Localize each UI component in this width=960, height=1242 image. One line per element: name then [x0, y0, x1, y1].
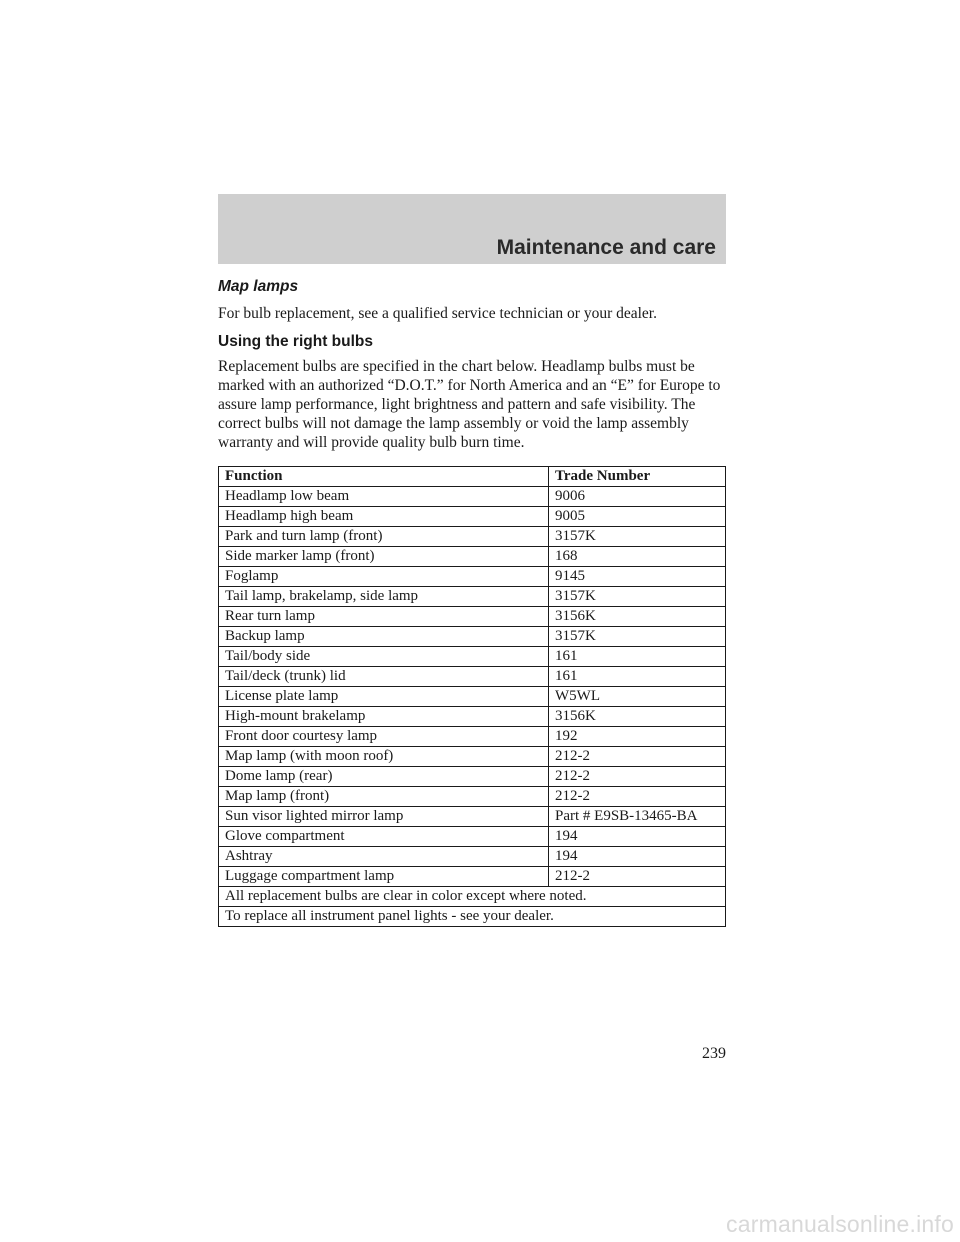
bulb-function-cell: License plate lamp	[219, 687, 549, 707]
trade-number-cell: 3157K	[549, 587, 726, 607]
page-number: 239	[702, 1045, 726, 1062]
table-row	[219, 567, 726, 587]
bulb-table	[218, 466, 726, 927]
bulb-table-body	[219, 487, 726, 927]
table-row	[219, 487, 726, 507]
watermark: carmanualsonline.info	[726, 1211, 954, 1237]
column-header-function: Function	[219, 467, 549, 487]
table-row	[219, 747, 726, 767]
table-note-cell: To replace all instrument panel lights - see your dealer.	[219, 907, 726, 927]
bulb-function-cell: Rear turn lamp	[219, 607, 549, 627]
map-lamps-text: For bulb replacement, see a qualified service technician or your dealer.	[218, 305, 657, 322]
table-row	[219, 547, 726, 567]
bulb-function-cell: Map lamp (front)	[219, 787, 549, 807]
bulb-function-cell: Side marker lamp (front)	[219, 547, 549, 567]
trade-number-cell: 3157K	[549, 627, 726, 647]
table-row	[219, 627, 726, 647]
table-row	[219, 707, 726, 727]
table-row	[219, 527, 726, 547]
section-title: Maintenance and care	[496, 236, 716, 259]
bulb-function-cell: Park and turn lamp (front)	[219, 527, 549, 547]
trade-number-cell: 3156K	[549, 607, 726, 627]
table-row	[219, 727, 726, 747]
table-row	[219, 827, 726, 847]
table-row	[219, 687, 726, 707]
trade-number-cell: 212-2	[549, 867, 726, 887]
table-note-cell: All replacement bulbs are clear in color except where noted.	[219, 887, 726, 907]
bulb-function-cell: Luggage compartment lamp	[219, 867, 549, 887]
trade-number-cell: 212-2	[549, 767, 726, 787]
trade-number-cell: 168	[549, 547, 726, 567]
trade-number-cell: 9005	[549, 507, 726, 527]
table-row	[219, 787, 726, 807]
table-row	[219, 647, 726, 667]
bulb-function-cell: Sun visor lighted mirror lamp	[219, 807, 549, 827]
map-lamps-heading: Map lamps	[218, 278, 299, 295]
bulb-function-cell: Map lamp (with moon roof)	[219, 747, 549, 767]
trade-number-cell: 9145	[549, 567, 726, 587]
bulb-function-cell: Ashtray	[219, 847, 549, 867]
trade-number-cell: 161	[549, 667, 726, 687]
right-bulbs-heading: Using the right bulbs	[218, 333, 373, 350]
bulb-function-cell: Foglamp	[219, 567, 549, 587]
trade-number-cell: 194	[549, 847, 726, 867]
trade-number-cell: 212-2	[549, 747, 726, 767]
header-band	[218, 194, 726, 264]
table-row	[219, 507, 726, 527]
table-note-row	[219, 907, 726, 927]
bulb-function-cell: Dome lamp (rear)	[219, 767, 549, 787]
table-row	[219, 667, 726, 687]
bulb-function-cell: Front door courtesy lamp	[219, 727, 549, 747]
trade-number-cell: 212-2	[549, 787, 726, 807]
bulb-function-cell: High-mount brakelamp	[219, 707, 549, 727]
right-bulbs-text: Replacement bulbs are specified in the chart below. Headlamp bulbs must be marked with an authorized “D.O.T.” for North America and an “E” for Europe to assure lamp performance, light brightness and pattern and safe visibility. The correct bulbs will not damage the lamp assembly or void the lamp assembly warranty and will provide quality bulb burn time.	[218, 358, 721, 451]
trade-number-cell: 194	[549, 827, 726, 847]
bulb-function-cell: Glove compartment	[219, 827, 549, 847]
trade-number-cell: W5WL	[549, 687, 726, 707]
trade-number-cell: 161	[549, 647, 726, 667]
trade-number-cell: 9006	[549, 487, 726, 507]
table-note-row	[219, 887, 726, 907]
table-row	[219, 847, 726, 867]
table-row	[219, 867, 726, 887]
table-row	[219, 607, 726, 627]
bulb-function-cell: Tail lamp, brakelamp, side lamp	[219, 587, 549, 607]
trade-number-cell: 3157K	[549, 527, 726, 547]
table-header-row	[219, 467, 726, 487]
bulb-function-cell: Tail/deck (trunk) lid	[219, 667, 549, 687]
bulb-function-cell: Tail/body side	[219, 647, 549, 667]
trade-number-cell: 192	[549, 727, 726, 747]
table-row	[219, 807, 726, 827]
column-header-trade-number: Trade Number	[549, 467, 726, 487]
trade-number-cell: Part # E9SB-13465-BA	[549, 807, 726, 827]
table-row	[219, 587, 726, 607]
trade-number-cell: 3156K	[549, 707, 726, 727]
bulb-function-cell: Headlamp high beam	[219, 507, 549, 527]
bulb-function-cell: Headlamp low beam	[219, 487, 549, 507]
bulb-function-cell: Backup lamp	[219, 627, 549, 647]
table-row	[219, 767, 726, 787]
page-content	[218, 278, 726, 927]
